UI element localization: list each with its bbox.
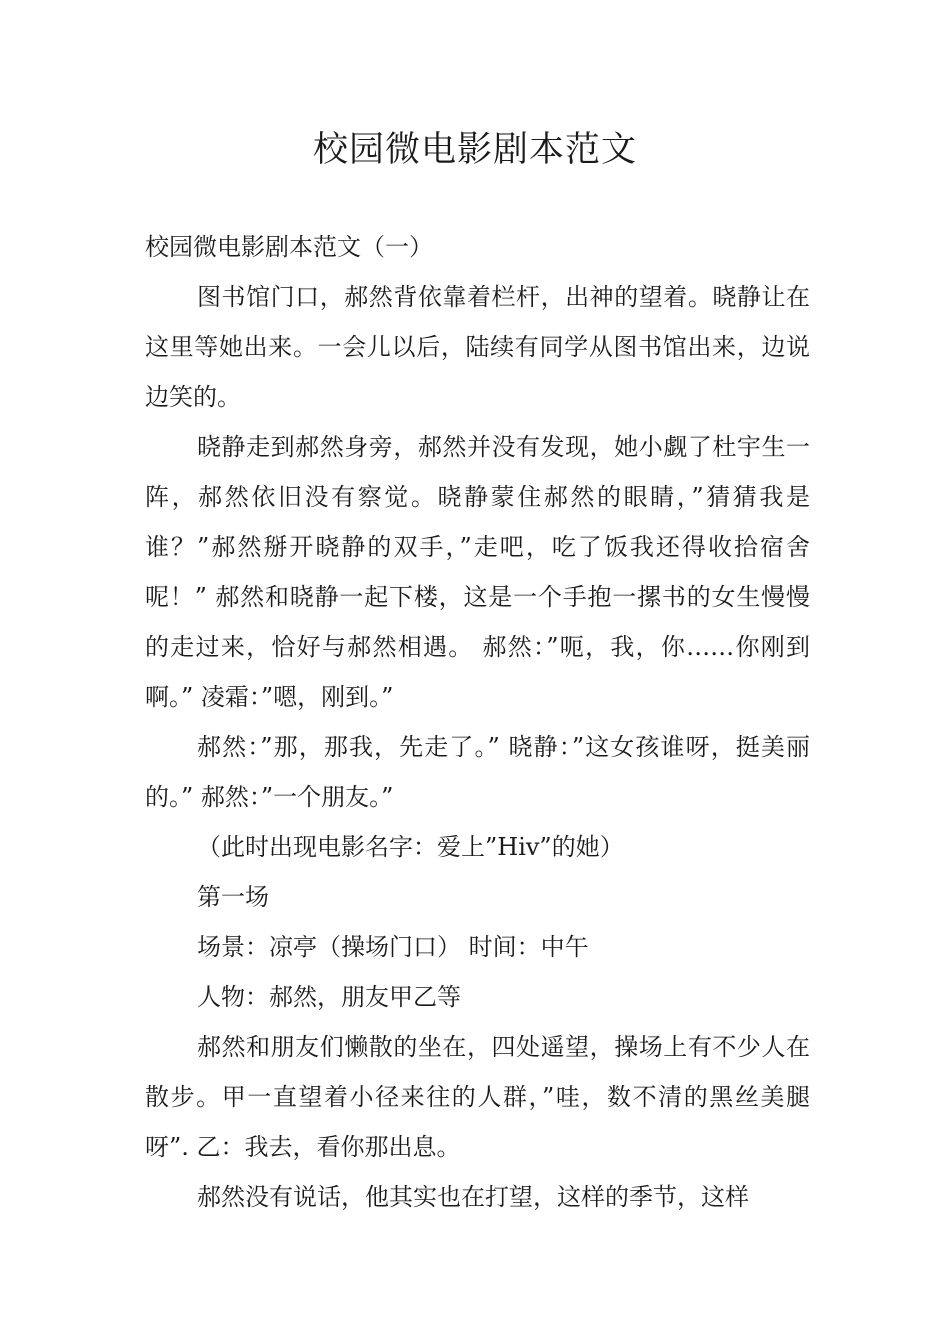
paragraph: 晓静走到郝然身旁，郝然并没有发现，她小觑了杜宇生一阵，郝然依旧没有察觉。晓静蒙住郝然的眼睛，”猜猜我是谁？”郝然掰开晓静的双手，”走吧，吃了饭我还得收拾宿舍呢！” 郝然和晓静一起下楼，这是一个手抱一摞书的女生慢慢的走过来，恰好与郝然相遇。 郝然：”呃，我，你……你刚到啊。” 凌霜：”嗯，刚到。” — [145, 433, 810, 711]
paragraph: 郝然没有说话，他其实也在打望，这样的季节，这样 — [197, 1183, 749, 1211]
paragraph: 图书馆门口，郝然背依靠着栏杆，出神的望着。晓静让在这里等她出来。一会儿以后，陆续有同学从图书馆出来，边说边笑的。 — [145, 283, 810, 411]
paragraph: 郝然和朋友们懒散的坐在，四处遥望，操场上有不少人在散步。甲一直望着小径来往的人群，”哇，数不清的黑丝美腿呀”. 乙：我去，看你那出息。 — [145, 1033, 810, 1161]
paragraph: （此时出现电影名字：爱上”Hiv”的她） — [197, 833, 624, 861]
scene-characters: 人物：郝然，朋友甲乙等 — [197, 983, 461, 1011]
section-heading: 校园微电影剧本范文（一） — [145, 233, 433, 261]
document-body — [145, 222, 810, 1222]
scene-setting: 场景：凉亭（操场门口） 时间：中午 — [197, 933, 589, 961]
paragraph: 郝然：”那，那我，先走了。” 晓静：”这女孩谁呀，挺美丽的。” 郝然：”一个朋友。” — [145, 733, 810, 811]
scene-heading: 第一场 — [197, 883, 269, 911]
document-title: 校园微电影剧本范文 — [312, 130, 637, 170]
